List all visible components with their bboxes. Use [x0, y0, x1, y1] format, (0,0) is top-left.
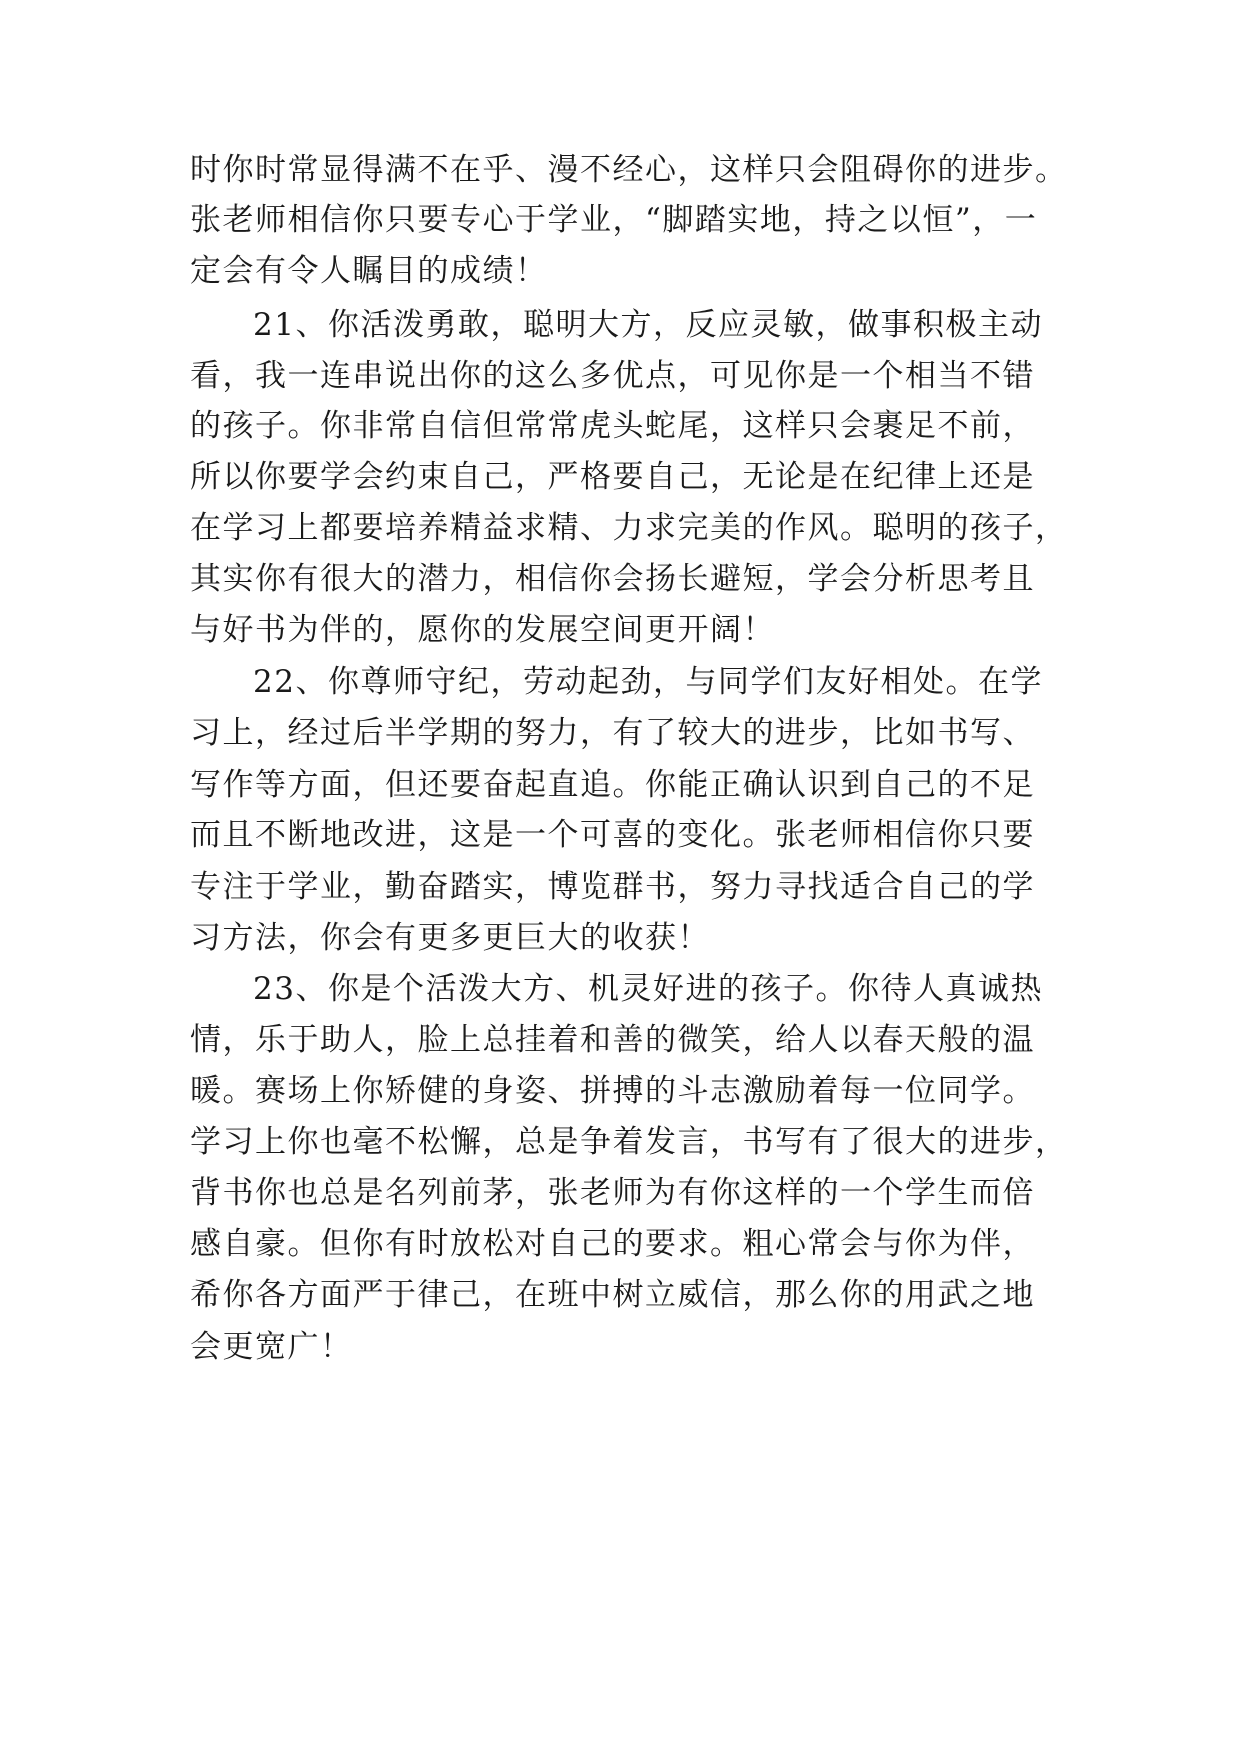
text-line: 情，乐于助人，脸上总挂着和善的微笑，给人以春天般的温 — [190, 1022, 1035, 1058]
text-line: 定会有令人瞩目的成绩！ — [190, 253, 548, 289]
text-line: 学习上你也毫不松懈，总是争着发言，书写有了很大的进步， — [190, 1124, 1068, 1160]
text-line: 写作等方面，但还要奋起直追。你能正确认识到自己的不足 — [190, 767, 1035, 803]
text-line: 与好书为伴的，愿你的发展空间更开阔！ — [190, 612, 775, 648]
paragraph-22-start: 22、你尊师守纪，劳动起劲，与同学们友好相处。在学 — [253, 664, 1043, 700]
text-line: 希你各方面严于律己，在班中树立威信，那么你的用武之地 — [190, 1277, 1035, 1313]
text-line: 专注于学业，勤奋踏实，博览群书，努力寻找适合自己的学 — [190, 869, 1035, 905]
text-line: 感自豪。但你有时放松对自己的要求。粗心常会与你为伴， — [190, 1226, 1035, 1262]
text-line: 暖。赛场上你矫健的身姿、拼搏的斗志激励着每一位同学。 — [190, 1073, 1035, 1109]
text-line: 习上，经过后半学期的努力，有了较大的进步，比如书写、 — [190, 715, 1035, 751]
text-line: 而且不断地改进，这是一个可喜的变化。张老师相信你只要 — [190, 817, 1035, 853]
text-line: 张老师相信你只要专心于学业，“脚踏实地，持之以恒”，一 — [190, 202, 1038, 238]
text-line: 其实你有很大的潜力，相信你会扬长避短，学会分析思考且 — [190, 561, 1035, 597]
text-line: 习方法，你会有更多更巨大的收获！ — [190, 920, 710, 956]
paragraph-23-start: 23、你是个活泼大方、机灵好进的孩子。你待人真诚热 — [253, 971, 1043, 1007]
text-line: 在学习上都要培养精益求精、力求完美的作风。聪明的孩子， — [190, 510, 1068, 546]
text-line: 所以你要学会约束自己，严格要自己，无论是在纪律上还是 — [190, 459, 1035, 495]
text-line: 看，我一连串说出你的这么多优点，可见你是一个相当不错 — [190, 358, 1035, 394]
paragraph-21-start: 21、你活泼勇敢，聪明大方，反应灵敏，做事积极主动 — [253, 307, 1043, 343]
text-line: 背书你也总是名列前茅，张老师为有你这样的一个学生而倍 — [190, 1175, 1035, 1211]
text-line: 会更宽广！ — [190, 1329, 353, 1365]
text-line: 的孩子。你非常自信但常常虎头蛇尾，这样只会裹足不前， — [190, 408, 1035, 444]
text-line: 时你时常显得满不在乎、漫不经心，这样只会阻碍你的进步。 — [190, 152, 1068, 188]
